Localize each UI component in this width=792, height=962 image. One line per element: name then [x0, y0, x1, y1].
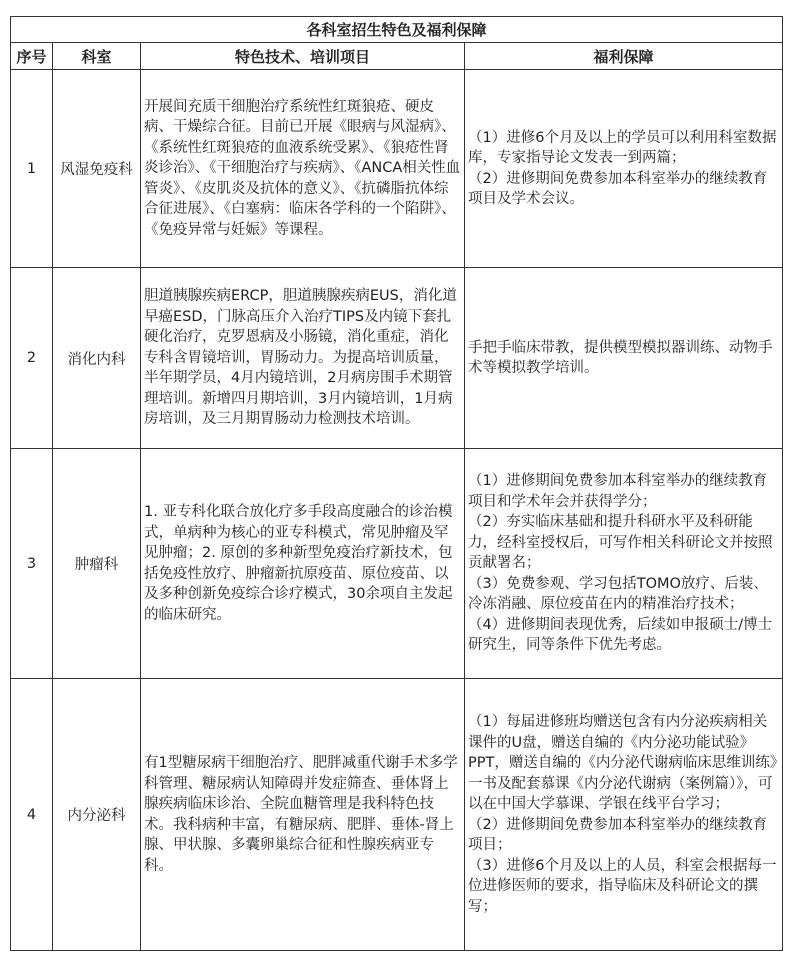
- row-dept: 肿瘤科: [53, 449, 141, 679]
- row-num: 2: [11, 268, 53, 449]
- row-welfare: [465, 679, 783, 951]
- welfare-item: （3）免费参观、学习包括TOMO放疗、后装、冷冻消融、原位疫苗在内的精准治疗技术；: [468, 575, 768, 613]
- row-features: 胆道胰腺疾病ERCP，胆道胰腺疾病EUS，消化道早癌ESD，门脉高压介入治疗TIPS及内镜下套扎硬化治疗，克罗恩病及小肠镜，消化重症，消化专科含胃镜培训，胃肠动力。为提高培训质量，半年期学员，4月内镜培训，2月病房围手术期管理培训。新增四月期培训，3月内镜培训，1月病房培训，及三月期胃肠动力检测技术培训。: [141, 268, 465, 449]
- header-features: 特色技术、培训项目: [141, 43, 465, 70]
- header-welfare: 福利保障: [465, 43, 783, 70]
- welfare-item: （2）夯实临床基础和提升科研水平及科研能力，经科室授权后，可写作相关科研论文并按照贡献署名；: [468, 514, 773, 572]
- table-title: 各科室招生特色及福利保障: [11, 17, 783, 43]
- row-num: 4: [11, 679, 53, 951]
- welfare-item: （1）进修6个月及以上的学员可以利用科室数据库，专家指导论文发表一到两篇；: [468, 129, 777, 166]
- welfare-item: （1）进修期间免费参加本科室举办的继续教育项目和学术年会并获得学分；: [468, 473, 768, 510]
- row-dept: 风湿免疫科: [53, 70, 141, 268]
- row-features: 1. 亚专科化联合放化疗多手段高度融合的诊治模式，单病种为核心的亚专科模式，常见肿瘤及罕见肿瘤；2. 原创的多种新型免疫治疗新技术，包括免疫性放疗、肿瘤新抗原疫苗、原位疫苗、以及多种创新免疫综合诊疗模式，30余项自主发起的临床研究。: [141, 449, 465, 679]
- row-dept: 消化内科: [53, 268, 141, 449]
- row-welfare: [465, 449, 783, 679]
- table-row: [11, 70, 783, 268]
- row-features: 开展间充质干细胞治疗系统性红斑狼疮、硬皮病、干燥综合征。目前已开展《眼病与风湿病》、《系统性红斑狼疮的血液系统受累》、《狼疮性肾炎诊治》、《干细胞治疗与疾病》、《ANCA相关性血管炎》、《皮肌炎及抗体的意义》、《抗磷脂抗体综合征进展》、《白塞病：临床各学科的一个陷阱》、《免疫异常与妊娠》等课程。: [141, 70, 465, 268]
- row-features: 有1型糖尿病干细胞治疗、肥胖减重代谢手术多学科管理、糖尿病认知障碍并发症筛查、垂体肾上腺疾病临床诊治、全院血糖管理是我科特色技术。我科病种丰富，有糖尿病、肥胖、垂体-肾上腺、甲状腺、多囊卵巢综合征和性腺疾病亚专科。: [141, 679, 465, 951]
- welfare-item: （3）进修6个月及以上的人员，科室会根据每一位进修医师的要求，指导临床及科研论文的撰写；: [468, 857, 777, 915]
- welfare-item: 手把手临床带教，提供模型模拟器训练、动物手术等模拟教学培训。: [468, 339, 773, 376]
- row-num: 1: [11, 70, 53, 268]
- welfare-item: （2）进修期间免费参加本科室举办的继续教育项目；: [468, 816, 768, 853]
- row-dept: 内分泌科: [53, 679, 141, 951]
- row-welfare: [465, 70, 783, 268]
- row-welfare: [465, 268, 783, 449]
- welfare-item: （2）进修期间免费参加本科室举办的继续教育项目及学术会议。: [468, 170, 768, 207]
- table-row: [11, 449, 783, 679]
- welfare-item: （4）进修期间表现优秀，后续如申报硕士/博士研究生，同等条件下优先考虑。: [468, 616, 773, 654]
- header-dept: 科室: [53, 43, 141, 70]
- header-num: 序号: [11, 43, 53, 70]
- welfare-item: （1）每届进修班均赠送包含有内分泌疾病相关课件的U盘，赠送自编的《内分泌功能试验》PPT，赠送自编的《内分泌代谢病临床思维训练》一书及配套慕课《内分泌代谢病（案例篇）》，可以在中国大学慕课、学银在线平台学习；: [468, 714, 778, 812]
- recruitment-table: [10, 16, 783, 951]
- table-row: [11, 268, 783, 449]
- table-row: [11, 679, 783, 951]
- row-num: 3: [11, 449, 53, 679]
